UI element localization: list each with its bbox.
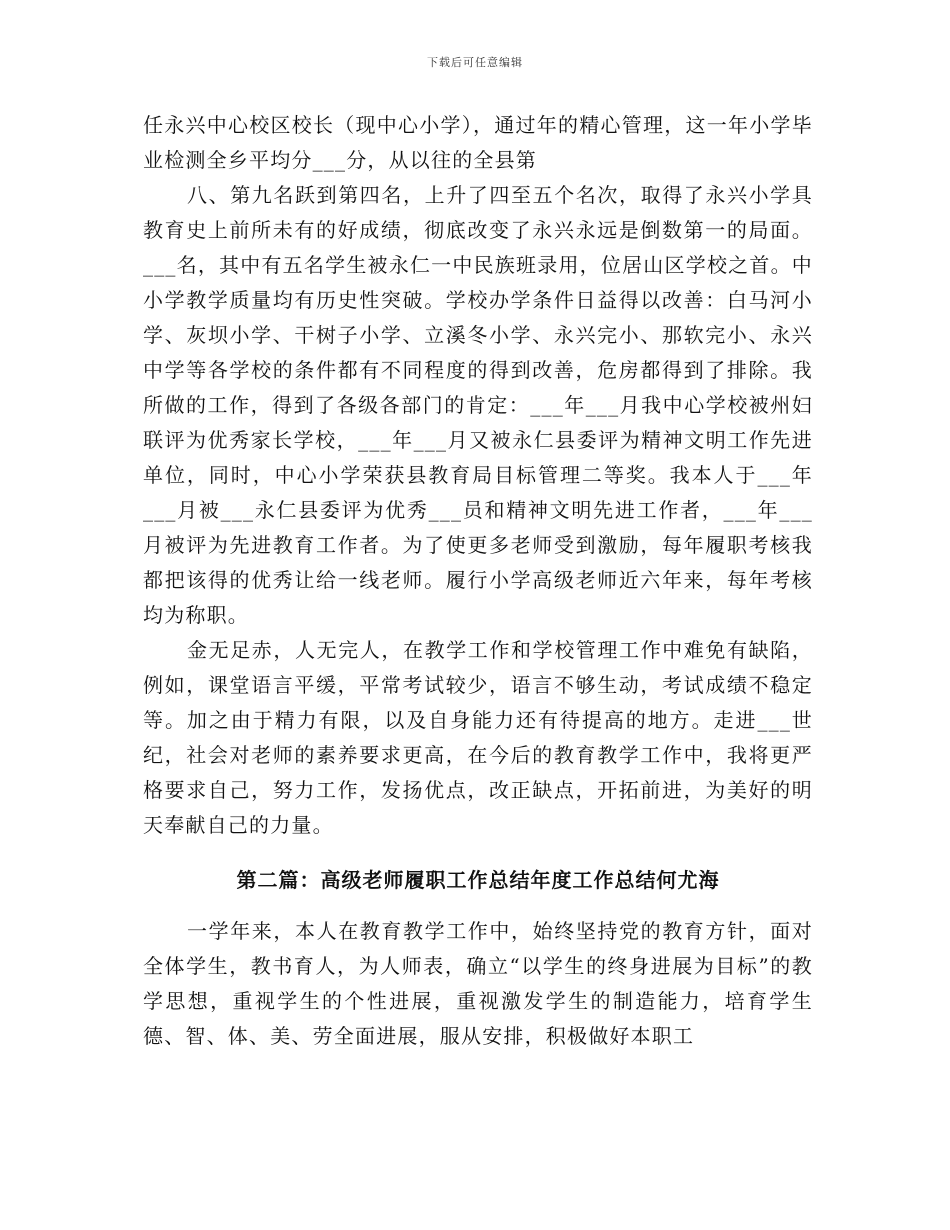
document-body	[143, 108, 813, 1054]
section-heading: 第二篇：高级老师履职工作总结年度工作总结何尤海	[236, 868, 720, 892]
paragraph-section2-intro: 一学年来，本人在教育教学工作中，始终坚持党的教育方针，面对全体学生，教书育人，为人师表，确立“以学生的终身进展为目标”的教学思想，重视学生的个性进展，重视激发学生的制造能力，培育学生德、智、体、美、劳全面进展，服从安排，积极做好本职工	[143, 919, 813, 1048]
page-header-note: 下载后可任意编辑	[427, 56, 523, 69]
paragraph-continuation: 任永兴中心校区校长（现中心小学），通过年的精心管理，这一年小学毕业检测全乡平均分___分，从以往的全县第	[143, 113, 813, 172]
paragraph-self-assessment: 金无足赤，人无完人，在教学工作和学校管理工作中难免有缺陷，例如，课堂语言平缓，平常考试较少，语言不够生动，考试成绩不稳定等。加之由于精力有限，以及自身能力还有待提高的地方。走进___世纪，社会对老师的素养要求更高，在今后的教育教学工作中，我将更严格要求自己，努力工作，发扬优点，改正缺点，开拓前进，为美好的明天奉献自己的力量。	[143, 638, 813, 837]
paragraph-achievements: 八、第九名跃到第四名，上升了四至五个名次，取得了永兴小学具教育史上前所未有的好成绩，彻底改变了永兴永远是倒数第一的局面。___名，其中有五名学生被永仁一中民族班录用，位居山区学校之首。中小学教学质量均有历史性突破。学校办学条件日益得以改善：白马河小学、灰坝小学、干树子小学、立溪冬小学、永兴完小、那软完小、永兴中学等各学校的条件都有不同程度的得到改善，危房都得到了排除。我所做的工作，得到了各级各部门的肯定：___年___月我中心学校被州妇联评为优秀家长学校，___年___月又被永仁县委评为精神文明工作先进单位，同时，中心小学荣获县教育局目标管理二等奖。我本人于___年___月被___永仁县委评为优秀___员和精神文明先进工作者，___年___月被评为先进教育工作者。为了使更多老师受到激励，每年履职考核我都把该得的优秀让给一线老师。履行小学高级老师近六年来，每年考核均为称职。	[143, 183, 813, 627]
